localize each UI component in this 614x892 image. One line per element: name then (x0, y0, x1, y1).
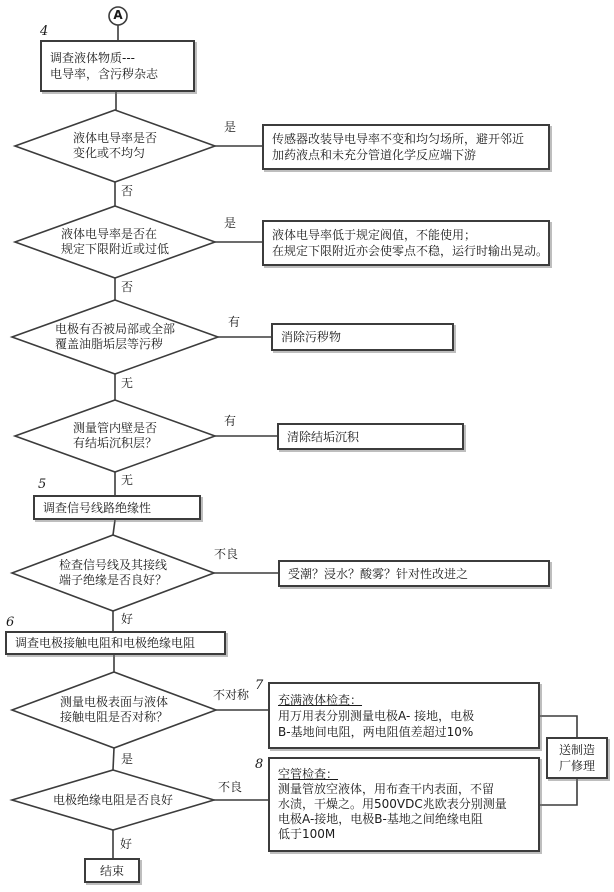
decision-line: 测量管内壁是否 (72, 421, 157, 435)
action-box-line: 消除污秽物 (281, 330, 342, 344)
end-label: 结束 (99, 863, 124, 878)
decision-line: 变化或不均匀 (72, 146, 145, 160)
action-box-line: B-基地间电阻，两电阻值差超过10% (278, 724, 474, 739)
decision-line: 接触电阻是否对称？ (59, 710, 168, 724)
branch-label-bad: 不良 (218, 780, 243, 794)
branch-label-good: 好 (121, 612, 134, 626)
step-number-6: 6 (6, 615, 15, 630)
process-box-investigate-liquid (40, 40, 195, 92)
action-box-below-threshold (262, 220, 550, 266)
decision-1-shape (15, 110, 215, 182)
action-box-line: 厂修理 (558, 759, 595, 773)
action-box-line: 用万用表分别测量电极A- 接地，电极 (278, 708, 475, 723)
step-number-5: 5 (38, 477, 47, 492)
action-box-remove-fouling (271, 323, 454, 351)
branch-label-yes: 是 (224, 120, 237, 134)
action-box-line: 低于100M (278, 827, 336, 841)
action-box-full-liquid-check (268, 682, 540, 749)
branch-label-yes: 是 (121, 752, 134, 766)
decision-line: 检查信号线及其接线 (58, 558, 167, 572)
action-box-send-factory-repair (546, 737, 608, 779)
process-box-line: 调查液体物质--- (50, 51, 135, 65)
branch-label-good: 好 (120, 837, 133, 851)
branch-label-yes: 是 (224, 216, 237, 230)
action-box-line: 水渍，干燥之。用500VDC兆欧表分别测量 (278, 797, 507, 811)
action-box-line: 液体电导率低于规定阀值，不能使用； (272, 228, 477, 242)
decision-3-shape (12, 300, 218, 374)
decision-line: 覆盖油脂垢层等污秽 (54, 337, 163, 351)
action-box-line: 电极A-接地，电极B-基地之间绝缘电阻 (278, 812, 483, 826)
connector-a-label: A (113, 8, 123, 22)
end-box (84, 858, 140, 883)
process-box-line: 调查信号线路绝缘性 (43, 500, 152, 515)
branch-label-no: 否 (121, 184, 134, 198)
action-box-line: 测量管放空液体，用布查干内表面，不留 (278, 782, 495, 796)
box7-to-repair-connector (540, 716, 577, 737)
process-box-line: 调查电极接触电阻和电极绝缘电阻 (15, 636, 196, 650)
decision-6-shape (12, 672, 216, 748)
decision-line: 液体电导率是否在 (60, 227, 157, 241)
decision-line: 电极有否被局部或全部 (54, 322, 175, 336)
decision-2-shape (15, 206, 215, 278)
process-box-line: 电导率，含污秽杂志 (50, 67, 159, 81)
decision-7-shape (12, 770, 214, 830)
action-box-heading: 空管检查： (278, 767, 339, 781)
branch-label-no: 无 (121, 376, 134, 390)
process-box-electrode-resistance (5, 631, 226, 655)
step-number-4: 4 (40, 24, 49, 39)
action-box-relocate-sensor (262, 124, 550, 170)
action-box-line: 传感器改装导电导率不变和均匀场所，避开邻近 (272, 132, 525, 146)
action-box-empty-pipe-check (268, 757, 540, 852)
decision-line: 电极绝缘电阻是否良好 (52, 792, 173, 807)
decision-4-shape (15, 400, 215, 472)
branch-label-yes: 有 (228, 315, 241, 329)
box8-to-repair-connector (540, 779, 577, 805)
decision-line: 端子绝缘是否良好？ (58, 573, 167, 587)
branch-label-asymmetric: 不对称 (213, 688, 250, 702)
action-box-line: 送制造 (558, 743, 595, 757)
step-number-8: 8 (255, 757, 264, 772)
step-number-7: 7 (255, 678, 264, 693)
action-box-line: 在规定下限附近亦会使零点不稳，运行时输出晃动。 (272, 244, 549, 258)
decision-5-shape (12, 535, 214, 611)
decision-line: 有结垢沉积层？ (72, 436, 157, 450)
action-box-line: 清除结垢沉积 (287, 429, 360, 444)
process-box-signal-insulation (33, 495, 201, 520)
branch-label-yes: 有 (224, 414, 237, 428)
action-box-line: 受潮？浸水？酸雾？针对性改进之 (288, 566, 469, 581)
action-box-moisture-improve (278, 560, 550, 587)
decision-line: 规定下限附近或过低 (60, 242, 169, 256)
action-box-line: 加药液点和未充分管道化学反应端下游 (272, 148, 477, 162)
action-box-remove-scale (277, 423, 464, 450)
branch-label-no: 否 (121, 280, 134, 294)
branch-label-no: 无 (121, 473, 134, 487)
decision-line: 液体电导率是否 (72, 131, 157, 145)
branch-label-bad: 不良 (214, 547, 239, 561)
decision-line: 测量电极表面与液体 (59, 695, 168, 709)
action-box-heading: 充满液体检查： (278, 692, 363, 707)
